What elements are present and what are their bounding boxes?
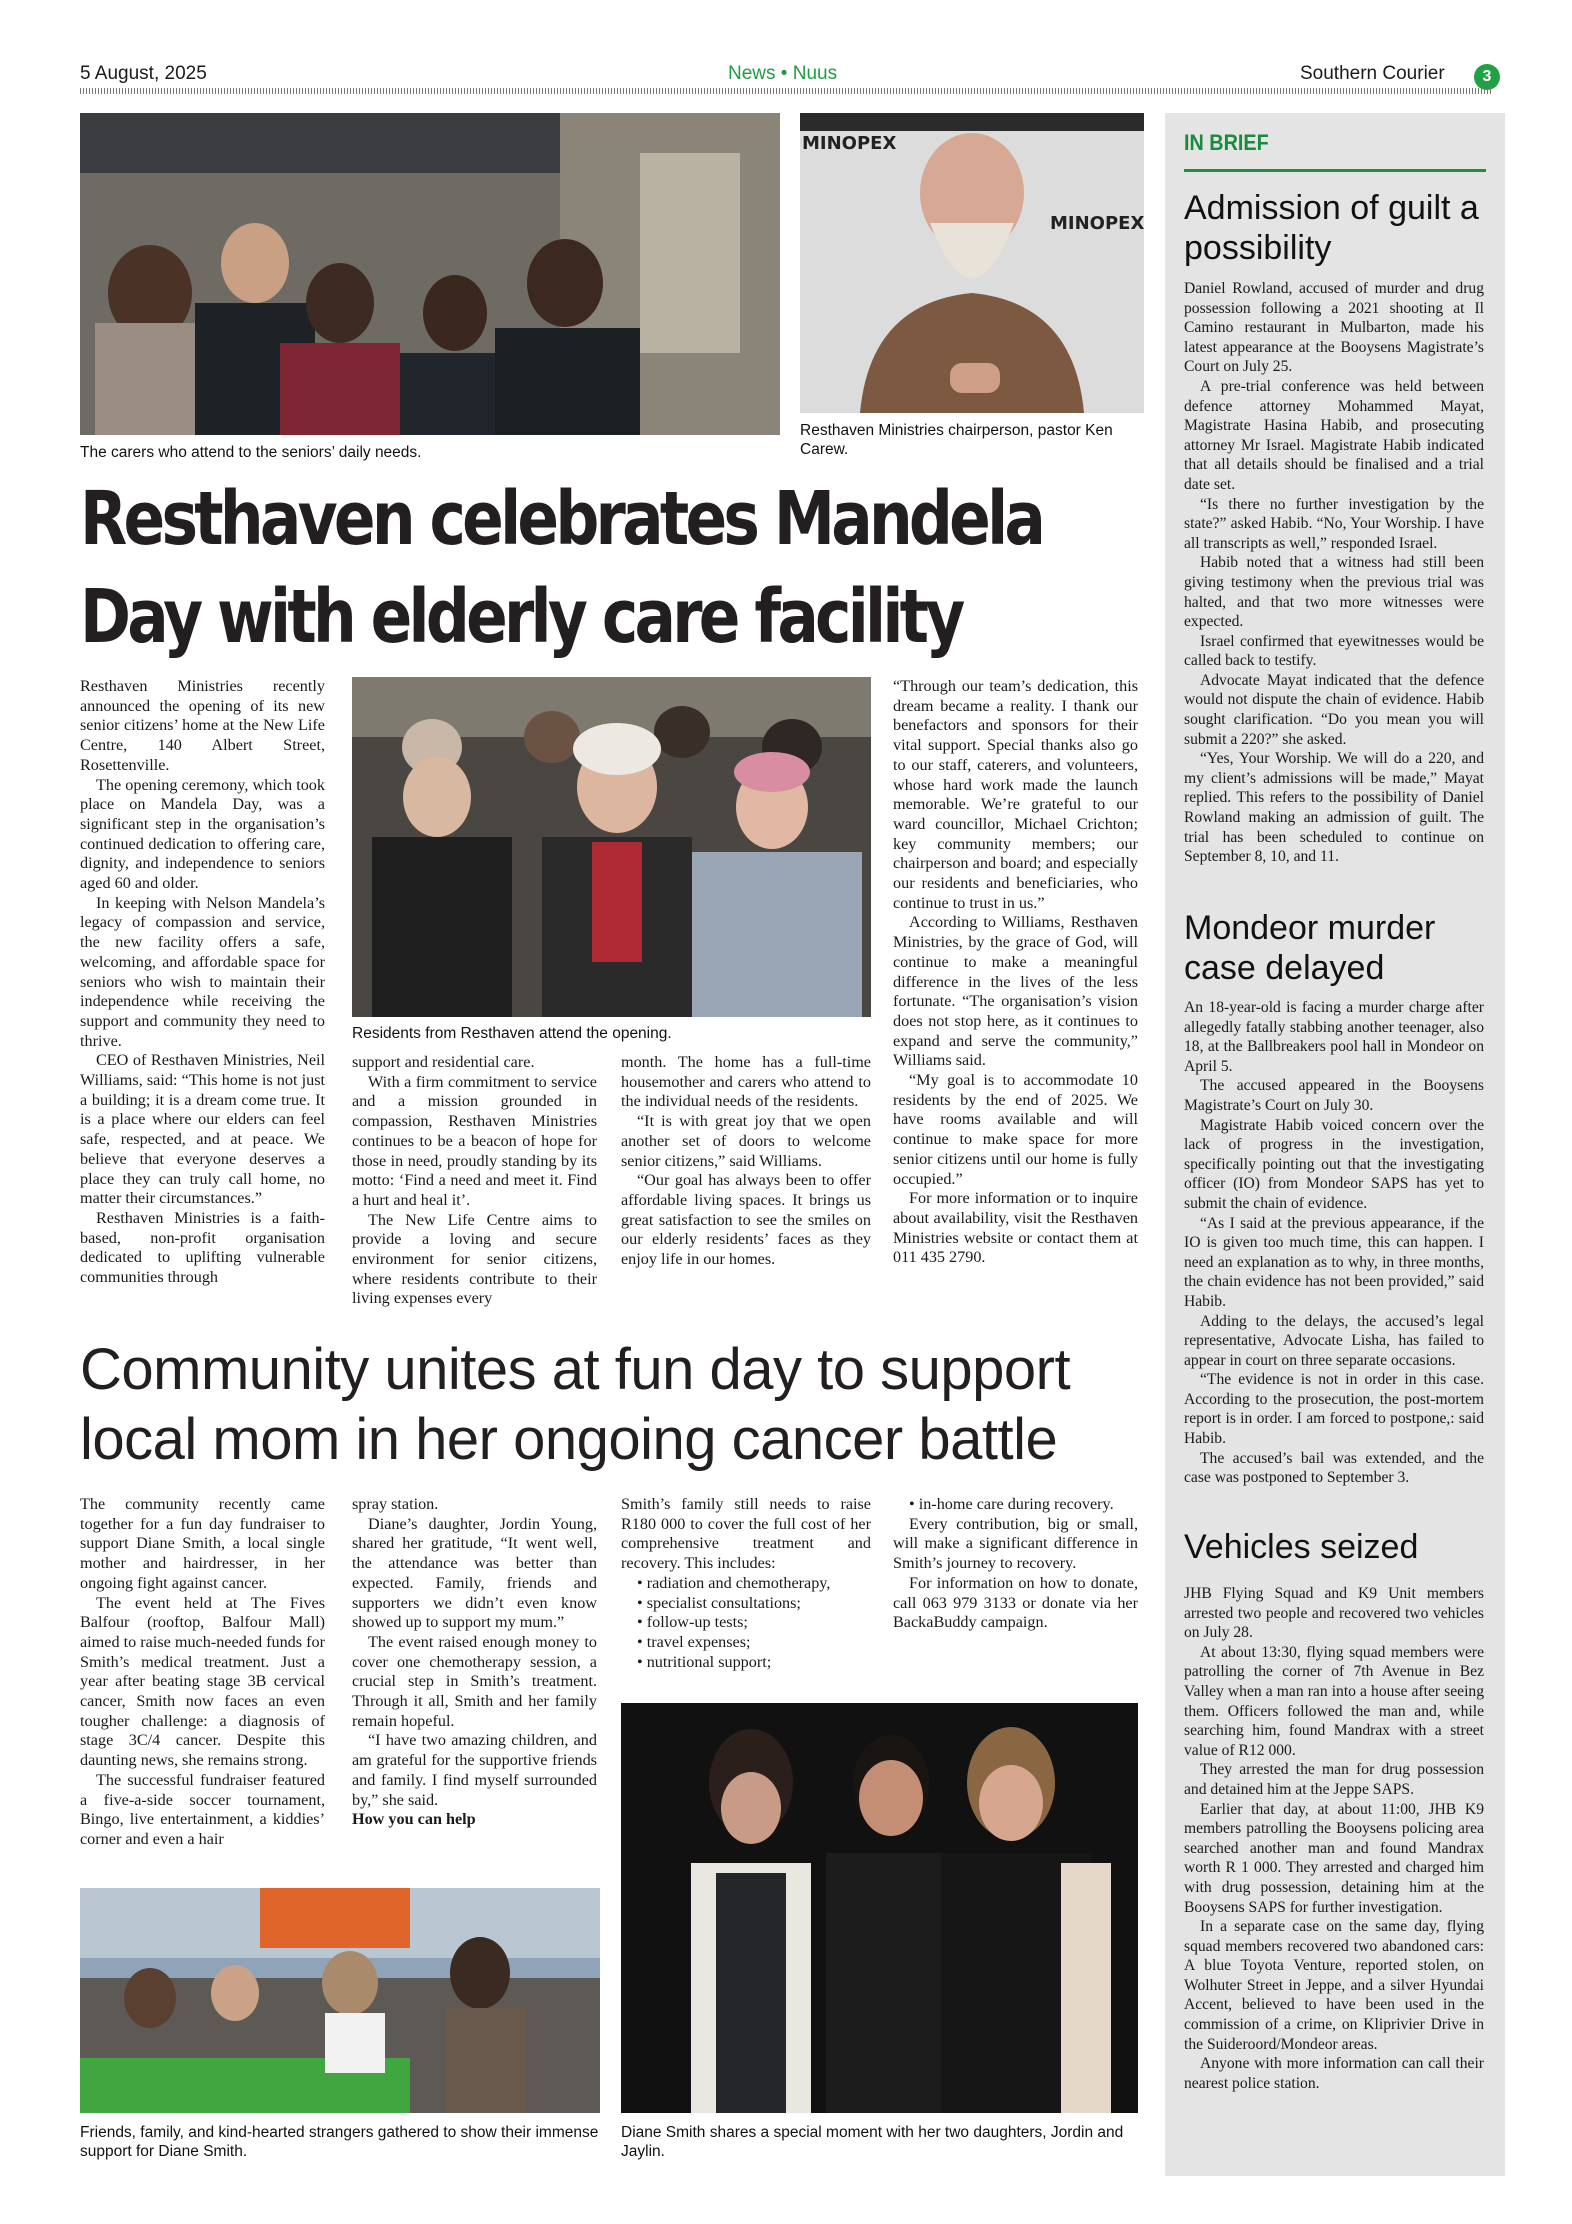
brief-title-admission: Admission of guilt a possibility: [1184, 189, 1479, 267]
pastor-caption: Resthaven Ministries chairperson, pastor Ken Carew.: [800, 422, 1113, 458]
headline-resthaven: [80, 470, 1043, 666]
article1-column-2: support and residential care. With a firm commitment to service and a mission grounded in compassion, Resthaven Ministries continues to be a beacon of hope for those in need, proudly standing by its motto: ‘Find a need and meet it. Find a hurt and heal it’. The New Life Centre aims to provide a loving and secure environment for senior citizens, where residents contribute to their living expenses every: [352, 1053, 597, 1308]
article2-column-4: • in-home care during recovery. Every contribution, big or small, will make a significant difference in Smith’s journey to recovery. For information on how to donate, call 063 979 3133 or donate via her BackaBuddy campaign.: [893, 1495, 1138, 1632]
header-rule: [80, 88, 1492, 94]
pastor-photo: [800, 113, 1144, 413]
issue-date: 5 August, 2025: [80, 63, 207, 84]
headline-line-1: Resthaven celebrates Mandela: [80, 476, 1043, 562]
headline-line-2: Day with elderly care facility: [80, 574, 962, 660]
brief-body-mondeor: An 18-year-old is facing a murder charge after allegedly fatally stabbing another teenager, also 18, at the Ballbreakers pool hall in Mondeor on April 5. The accused appeared in the Booysens Magistrate’s Court on July 30. Magistrate Habib voiced concern over the lack of progress in the investigation, specifically pointing out that the investigating officer (IO) from Mondeor SAPS has yet to submit the chain of evidence. “As I said at the previous appearance, if the IO is given too much time, this can happen. I need an explanation as to why, in three months, the chain evidence has not been provided,” said Habib. Adding to the delays, the accused’s legal representative, Advocate Lisha, has failed to appear in court on three separate occasions. “The evidence is not in order in this case. According to the prosecution, the post-mortem report is in order. I am forced to postpone,: said Habib. The accused’s bail was extended, and the case was postponed to September 3.: [1184, 999, 1484, 1487]
in-brief-rule: [1184, 169, 1486, 172]
carers-photo: [80, 113, 780, 435]
paper-name: Southern Courier: [1300, 63, 1445, 84]
funday-caption: Friends, family, and kind-hearted strangers gathered to show their immense support for Diane Smith.: [80, 2124, 599, 2160]
banner-logo-text: MINOPEX: [802, 133, 897, 154]
residents-caption: Residents from Resthaven attend the opening.: [352, 1025, 672, 1042]
page-number: 3: [1474, 64, 1500, 90]
carers-caption: The carers who attend to the seniors’ daily needs.: [80, 444, 422, 461]
article1-column-1: Resthaven Ministries recently announced the opening of its new senior citizens’ home at the New Life Centre, 140 Albert Street, Rosettenville. The opening ceremony, which took place on Mandela Day, was a significant step in the organisation’s continued dedication to offering care, dignity, and independence to seniors aged 60 and older. In keeping with Nelson Mandela’s legacy of compassion and service, the new facility offers a safe, welcoming, and affordable space for seniors who wish to maintain their independence while receiving the support and community they need to thrive. CEO of Resthaven Ministries, Neil Williams, said: “This home is not just a building; it is a dream come true. It is a place where our elders can feel safe, respected, and at peace. We believe that everyone deserves a place they can truly call home, no matter their circumstances.” Resthaven Ministries is a faith-based, non-profit organisation dedicated to uplifting vulnerable communities through: [80, 677, 325, 1287]
brief-title-vehicles: Vehicles seized: [1184, 1528, 1419, 1566]
in-brief-label: IN BRIEF: [1184, 130, 1269, 155]
article1-column-4: “Through our team’s dedication, this dream became a reality. I thank our benefactors and sponsors for their vital support. Special thanks also go to our staff, caterers, and volunteers, whose hard work made the launch memorable. We’re grateful to our ward councillor, Michael Crichton; key community members; our chairperson and board; and especially our residents and beneficiaries, who continue to trust in us.” According to Williams, Resthaven Ministries, by the grace of God, will continue to make a meaningful difference in the lives of the less fortunate. “The organisation’s vision does not stop here, as it continues to expand and serve the community,” Williams said. “My goal is to accommodate 10 residents by the end of 2025. We have rooms available and will continue to make space for more senior citizens until our home is fully occupied.” For more information or to inquire about availability, visit the Resthaven Ministries website or contact them at 011 435 2790.: [893, 677, 1138, 1267]
funday-photo: [80, 1888, 600, 2113]
banner-logo-text-2: MINOPEX: [1050, 213, 1144, 234]
section-label: News • Nuus: [728, 63, 838, 84]
brief-body-admission: Daniel Rowland, accused of murder and drug possession following a 2021 shooting at Il Camino restaurant in Mulbarton, made his latest appearance at the Booysens Magistrate’s Court on July 25. A pre-trial conference was held between defence attorney Mohammed Mayat, Magistrate Hasina Habib, and prosecuting attorney Mr Israel. Magistrate Habib indicated that all details should be finalised and a trial date set. “Is there no further investigation by the state?” asked Habib. “No, Your Worship. I have all transcripts as well,” responded Israel. Habib noted that a witness had still been giving testimony when the previous trial was halted, and that two more witnesses were expected. Israel confirmed that eyewitnesses would be called back to testify. Advocate Mayat indicated that the defence would not dispute the chain of evidence. Habib sought clarification. “Do you mean you will submit a 220?” she asked. “Yes, Your Worship. We will do a 220, and my client’s admissions will be made,” Mayat replied. This refers to the possibility of Daniel Rowland making an admission of guilt. The trial has been scheduled to continue on September 8, 10, and 11.: [1184, 280, 1484, 866]
daughters-photo: [621, 1703, 1138, 2113]
article2-column-3: Smith’s family still needs to raise R180 000 to cover the full cost of her comprehensive treatment and recovery. This includes: • radiation and chemotherapy, • specialist consultations; • follow-up tests; • travel expenses; • nutritional support;: [621, 1495, 871, 1671]
subhead-how-to-help: How you can help: [352, 1810, 476, 1829]
residents-photo: [352, 677, 871, 1017]
daughters-caption: Diane Smith shares a special moment with her two daughters, Jordin and Jaylin.: [621, 2124, 1124, 2160]
article2-column-2: spray station. Diane’s daughter, Jordin Young, shared her gratitude, “It went well, the attendance was better than expected. Family, friends and supporters we didn’t even know showed up to support my mum.” The event raised enough money to cover one chemotherapy session, a crucial step in Smith’s treatment. Through it all, Smith and her family remain hopeful. “I have two amazing children, and am grateful for the supportive friends and family. I find myself surrounded by,” she said. How you can help: [352, 1495, 597, 1829]
article1-column-3: month. The home has a full-time housemother and carers who attend to the individual needs of the residents. “It is with great joy that we open another set of doors to welcome senior citizens,” said Williams. “Our goal has always been to offer affordable living spaces. It brings us great satisfaction to see the smiles on our elderly residents’ faces as they enjoy life in our homes.: [621, 1053, 871, 1269]
article2-column-1: The community recently came together for a fun day fundraiser to support Diane Smith, a local single mother and hairdresser, in her ongoing fight against cancer. The event held at The Fives Balfour (rooftop, Balfour Mall) aimed to raise much-needed funds for Smith’s medical treatment. Just a year after beating stage 3B cervical cancer, Smith now faces an even tougher challenge: a diagnosis of stage 3C/4 cancer. Despite this daunting news, she remains strong. The successful fundraiser featured a five-a-side soccer tournament, Bingo, live entertainment, a kiddies’ corner and even a hair: [80, 1495, 325, 1848]
brief-title-mondeor: Mondeor murder case delayed: [1184, 909, 1436, 987]
brief-body-vehicles: JHB Flying Squad and K9 Unit members arrested two people and recovered two vehicles on July 28. At about 13:30, flying squad members were patrolling the corner of 7th Avenue in Bez Valley when a man ran into a house after seeing them. Officers followed the man and, while searching him, found Mandrax with a street value of R12 000. They arrested the man for drug possession and detained him at the Jeppe SAPS. Earlier that day, at about 11:00, JHB K9 members patrolling the Booysens policing area searched another man and found Mandrax worth R 1 000. They arrested and charged him with drug possession, detaining him at the Booysens SAPS for further investigation. In a separate case on the same day, flying squad members recovered two abandoned cars: A blue Toyota Venture, reported stolen, on Wolhuter Street in Jeppe, and a silver Hyundai Accent, believed to have been used in the commission of a crime, on Kliprivier Drive in the Suideroord/Mondeor areas. Anyone with more information can call their nearest police station.: [1184, 1585, 1484, 2092]
headline-community: Community unites at fun day to support local mom in her ongoing cancer battle: [80, 1337, 1071, 1472]
